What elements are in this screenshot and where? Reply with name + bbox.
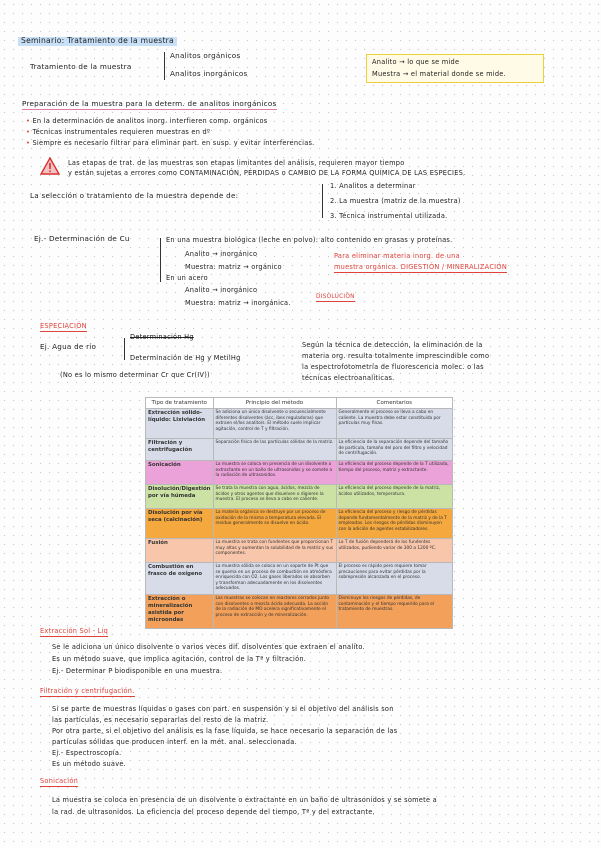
table-row: [146, 508, 453, 538]
selection-text: La selección o tratamiento de la muestra depende de:: [30, 191, 239, 200]
filtration-heading: Filtración y centrifugación.: [40, 687, 135, 695]
brace: [124, 338, 125, 360]
speciation-para-2: materia org. resulta totalmente imprescindible como: [302, 352, 490, 360]
warning-icon: [40, 157, 60, 175]
definition-analito: Analito → lo que se mide: [372, 58, 460, 66]
table-row: [146, 484, 453, 508]
table-cell: Extracción sólido-líquido: Lixiviación: [146, 408, 214, 438]
table-row: [146, 408, 453, 438]
extraction-heading: Extracción Sol - Liq: [40, 627, 109, 635]
speciation-para-1: Según la técnica de detección, la eliminación de la: [302, 341, 483, 349]
filtration-line-5: Ej.- Espectroscopía.: [52, 749, 122, 757]
branch-organic: Analitos orgánicos: [170, 51, 241, 60]
table-cell: Fusión: [146, 538, 214, 562]
filtration-line-2: las partículas, es necesario separarlas del resto de la matriz.: [52, 716, 269, 724]
table-cell: La eficiencia del proceso depende de la T utilizada, tiempo del proceso, matriz y extractante.: [336, 460, 453, 484]
matriz-1: Muestra: matriz → orgánico: [185, 263, 282, 271]
table-cell: La eficiencia del proceso y riesgo de pérdidas depende fundamentalmente de la matriz y de la T empleadas. Los riesgos de pérdidas disminuyen con la adición de agentes estabilizadores.: [336, 508, 453, 538]
table-cell: Se trata la muestra con agua, ácidos, mezcla de ácidos y otros agentes que disuelven o digieren la muestra. El proceso se lleva a cabo en caliente.: [213, 484, 336, 508]
table-row: [146, 460, 453, 484]
case-1: En una muestra biológica (leche en polvo): alto contenido en grasas y proteínas.: [166, 236, 453, 244]
note-digestion-1: Para eliminar materia inorg. de una: [334, 252, 460, 260]
warning-line-1: Las etapas de trat. de las muestras son etapas limitantes del análisis, requieren mayor tiempo: [68, 159, 405, 167]
sonication-line-1: La muestra se coloca en presencia de un disolvente o extractante en un baño de ultrasonidos y se somete a: [52, 796, 437, 804]
prep-heading: Preparación de la muestra para la determ. de analitos inorgánicos: [22, 100, 277, 110]
table-row: [146, 438, 453, 460]
warning-line-2: y están sujetas a errores como CONTAMINACIÓN, PÉRDIDAS o CAMBIO DE LA FORMA QUÍMICA DE LAS ESPECIES.: [68, 169, 466, 177]
table-cell: El proceso es rápido pero requiere tomar precauciones para evitar pérdidas por la sobrepresión alcanzada en el proceso.: [336, 562, 453, 594]
table-cell: Disminuye los riesgos de pérdidas, de contaminación y el tiempo requerido para el tratamiento de muestras.: [336, 594, 453, 628]
table-cell: Sonicación: [146, 460, 214, 484]
table-cell: La muestra se coloca en presencia de un disolvente o extractante en un baño de ultrasonidos y se somete a la radiación de ultrasonidos.: [213, 460, 336, 484]
filtration-line-1: Si se parte de muestras líquidas o gases con part. en suspensión y si el objetivo del análisis son: [52, 705, 394, 713]
matriz-2: Muestra: matriz → inorgánica.: [185, 299, 291, 307]
table-cell: Extracción o mineralización asistida por microondas: [146, 594, 214, 628]
brace: [322, 184, 323, 218]
extraction-line-3: Ej.- Determinar P biodisponible en una muestra.: [52, 667, 223, 675]
branch-inorganic: Analitos inorgánicos: [170, 69, 248, 78]
bullet-2: • Técnicas instrumentales requieren muestras en dº: [26, 128, 211, 136]
table-cell: Combustión en frasco de oxígeno: [146, 562, 214, 594]
table-cell: La eficiencia de la separación depende del tamaño de partícula, tamaño del poro del filtro y velocidad de centrifugación.: [336, 438, 453, 460]
sonication-line-2: la rad. de ultrasonidos. La eficiencia del proceso depende del tiempo, Tª y del extractante.: [52, 808, 375, 816]
analito-1: Analito → inorgánico: [185, 250, 258, 258]
table-cell: La T de fusión dependerá de los fundentes utilizados, pudiendo variar de 300 a 1200 ºC.: [336, 538, 453, 562]
bullet-3: • Siempre es necesario filtrar para eliminar part. en susp. y evitar interferencias.: [26, 139, 315, 147]
speciation-option: Determinación de Hg y MetilHg: [130, 354, 241, 362]
note-disolucion: DISOLUCIÓN: [316, 294, 355, 300]
bullet-1: • En la determinación de analitos inorg. interfieren comp. orgánicos: [26, 117, 268, 125]
table-cell: Se adiciona un único disolvente o secuencialmente diferentes disolventes (ácc, ibes reguladoras) que extraen el/los analito/s. El método suele implicar agitación, control de T y filtración.: [213, 408, 336, 438]
extraction-line-1: Se le adiciona un único disolvente o varios veces dif. disolventes que extraen el analito.: [52, 643, 365, 651]
sonication-heading: Sonicación: [40, 777, 79, 785]
table-header: Comentarios: [336, 398, 453, 409]
table-row: [146, 594, 453, 628]
speciation-heading: ESPECIACIÓN: [40, 322, 87, 330]
table-row: [146, 562, 453, 594]
table-header: Principio del método: [213, 398, 336, 409]
table-cell: La eficiencia del proceso depende de la matriz, ácidos utilizados, temperatura.: [336, 484, 453, 508]
table-row: [146, 538, 453, 562]
table-cell: Las muestras se colocan en reactores cerrados junto con disolventes o mezcla ácida adecuada. La acción de la radiación de MO acelera significativamente el proceso de extracción y de mineralización.: [213, 594, 336, 628]
speciation-note: (No es lo mismo determinar Cr que Cr(IV)): [60, 371, 210, 379]
table-header: Tipo de tratamiento: [146, 398, 214, 409]
table-cell: La materia orgánica se destruye por un proceso de oxidación de la misma a temperatura elevada. El residuo generalmente se disuelve en ácido.: [213, 508, 336, 538]
speciation-struck: Determinación Hg: [130, 333, 194, 341]
table-cell: La muestra sólida se coloca en un soporte de Pt que se quema en un proceso de combustión en atmósfera enriquecida con O2. Los gases liberados se absorben y transforman adecuadamente en los disolventes adecuados.: [213, 562, 336, 594]
table-cell: Disolución/Digestión por vía húmeda: [146, 484, 214, 508]
analito-2: Analito → inorgánico: [185, 286, 258, 294]
example-label: Ej.- Determinación de Cu: [34, 234, 130, 243]
factor-1: 1. Analitos a determinar: [330, 182, 416, 190]
note-digestion-2: muestra orgánica. DIGESTIÓN / MINERALIZACIÓN: [334, 263, 508, 271]
page-title: Seminario: Tratamiento de la muestra: [18, 37, 177, 46]
speciation-example: Ej. Agua de río: [40, 342, 97, 351]
definition-muestra: Muestra → el material donde se mide.: [372, 70, 506, 78]
factor-3: 3. Técnica instrumental utilizada.: [330, 212, 448, 220]
filtration-line-4: partículas sólidas que producen interf. en la mét. anal. seleccionada.: [52, 738, 297, 746]
extraction-line-2: Es un método suave, que implica agitación, control de la Tª y filtración.: [52, 655, 307, 663]
case-2: En un acero: [166, 274, 208, 282]
speciation-para-4: técnicas electroanalíticas.: [302, 374, 395, 382]
brace: [160, 238, 161, 282]
brace: [164, 52, 165, 80]
filtration-line-3: Por otra parte, si el objetivo del análisis es la fase líquida, se hace necesario la separación de las: [52, 727, 398, 735]
speciation-para-3: la espectrofotometría de fluorescencia molec. o las: [302, 363, 484, 371]
table-cell: Disolución por vía seca (calcinación): [146, 508, 214, 538]
table-cell: Generalmente el proceso se lleva a cabo en caliente. La muestra debe estar constituida por partículas muy finas.: [336, 408, 453, 438]
table-cell: Separación física de las partículas sólidas de la matriz.: [213, 438, 336, 460]
treatment-label: Tratamiento de la muestra: [30, 62, 132, 71]
filtration-line-6: Es un método suave.: [52, 760, 127, 768]
treatment-table: [145, 397, 453, 629]
table-cell: La muestra se trata con fundentes que proporcionan T muy altas y aumentan la solubilidad de la matriz y sus componentes.: [213, 538, 336, 562]
factor-2: 2. La muestra (matriz de la muestra): [330, 197, 461, 205]
table-cell: Filtración y centrifugación: [146, 438, 214, 460]
